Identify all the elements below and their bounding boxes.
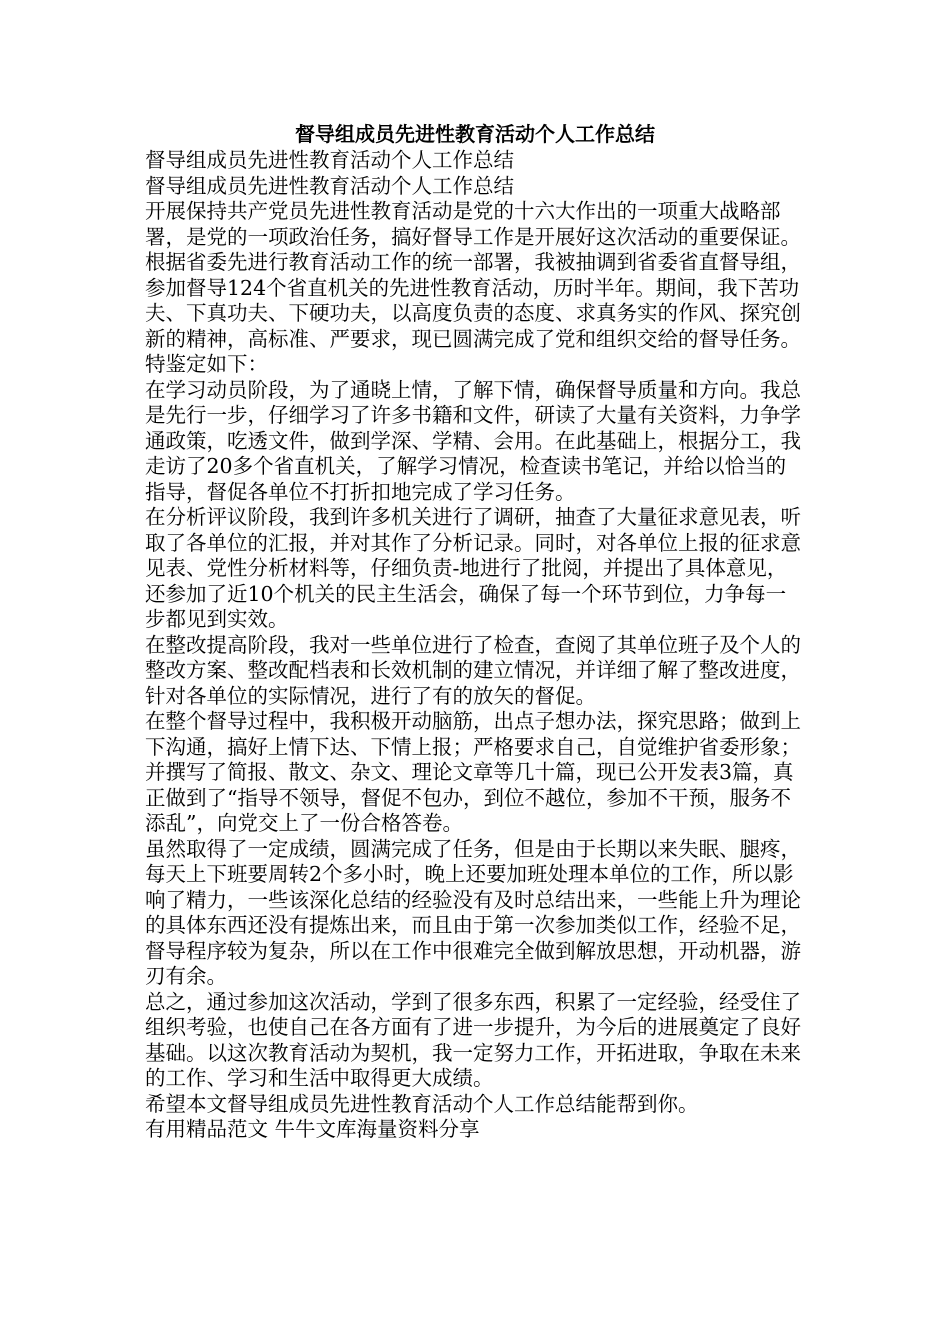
document-subtitle: 督导组成员先进性教育活动个人工作总结 [145, 173, 514, 198]
paragraph-analysis-stage: 在分析评议阶段，我到许多机关进行了调研，抽查了大量征求意见表，听取了各单位的汇报，并对其作了分析记录。同时，对各单位上报的征求意见表、党性分析材料等，仔细负责-地进行了批阅，并提出了具体意见，还参加了近10个机关的民主生活会，确保了每一个环节到位，力争每一步都见到实效。 [145, 505, 801, 631]
document-subtitle: 督导组成员先进性教育活动个人工作总结 [145, 148, 514, 172]
paragraph-conclusion: 总之，通过参加这次活动，学到了很多东西，积累了一定经验，经受住了组织考验，也使自己在各方面有了进一步提升，为今后的进展奠定了良好基础。以这次教育活动为契机，我一定努力工作，开拓进取，争取在未来的工作、学习和生活中取得更大成绩。 [145, 989, 801, 1090]
paragraph-intro: 开展保持共产党员先进性教育活动是党的十六大作出的一项重大战略部署，是党的一项政治任务，搞好督导工作是开展好这次活动的重要保证。根据省委先进行教育活动工作的统一部署，我被抽调到省委省直督导组，参加督导124个省直机关的先进性教育活动，历时半年。期间，我下苦功夫、下真功夫、下硬功夫，以高度负责的态度、求真务实的作风、探究创新的精神，高标准、严要求，现已圆满完成了党和组织交给的督导任务。特鉴定如下： [145, 199, 801, 376]
document-page [145, 120, 805, 1143]
paragraph-study-stage: 在学习动员阶段，为了通晓上情，了解下情，确保督导质量和方向。我总是先行一步，仔细学习了许多书籍和文件，研读了大量有关资料，力争学通政策，吃透文件，做到学深、学精、会用。在此基础上，根据分工，我走访了20多个省直机关，了解学习情况，检查读书笔记，并给以恰当的指导，督促各单位不打折扣地完成了学习任务。 [145, 377, 801, 504]
closing-note: 希望本文督导组成员先进性教育活动个人工作总结能帮到你。 [145, 1091, 699, 1116]
paragraph-rectification-stage: 在整改提高阶段，我对一些单位进行了检查，查阅了其单位班子及个人的整改方案、整改配档表和长效机制的建立情况，并详细了解了整改进度，针对各单位的实际情况，进行了有的放矢的督促。 [145, 632, 801, 708]
paragraph-overall-process: 在整个督导过程中，我积极开动脑筋，出点子想办法，探究思路；做到上下沟通，搞好上情下达、下情上报；严格要求自己，自觉维护省委形象；并撰写了简报、散文、杂文、理论文章等几十篇，现已公开发表3篇，真正做到了“指导不领导，督促不包办，到位不越位，参加不干预，服务不添乱”，向党交上了一份合格答卷。 [145, 709, 801, 835]
paragraph-shortcomings: 虽然取得了一定成绩，圆满完成了任务，但是由于长期以来失眠、腿疼，每天上下班要周转2个多小时，晚上还要加班处理本单位的工作，所以影响了精力，一些该深化总结的经验没有及时总结出来，一些能上升为理论的具体东西还没有提炼出来，而且由于第一次参加类似工作，经验不足，督导程序较为复杂，所以在工作中很难完全做到解放思想，开动机器，游刃有余。 [145, 836, 801, 988]
document-title: 督导组成员先进性教育活动个人工作总结 [295, 122, 655, 146]
footer-source: 有用精品范文 牛牛文库海量资料分享 [145, 1117, 480, 1141]
